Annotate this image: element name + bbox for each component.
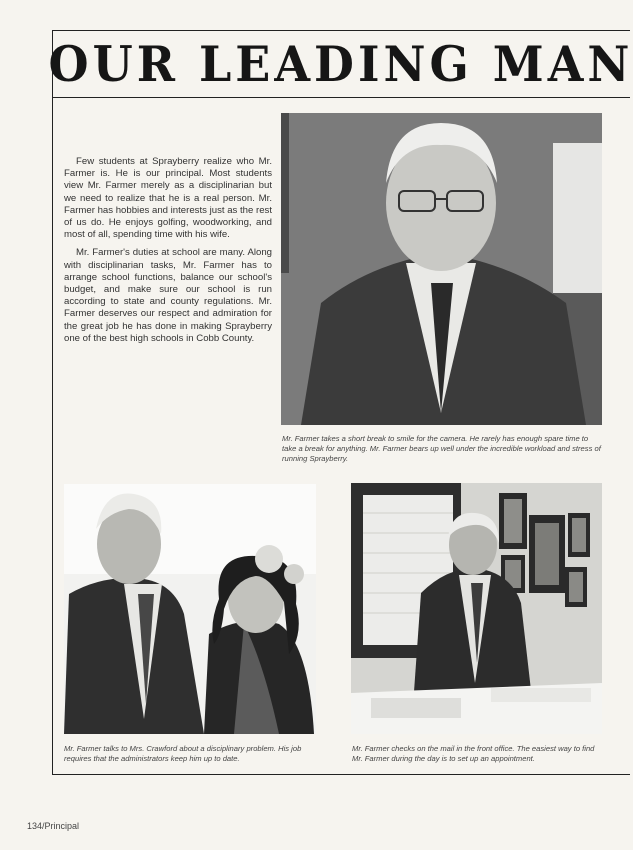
office-mail-photo <box>351 483 602 734</box>
page-title: OUR LEADING MAN <box>48 35 633 93</box>
right-photo-caption: Mr. Farmer checks on the mail in the front office. The easiest way to find Mr. Farmer during the day is to set up an appointment. <box>352 744 595 763</box>
title-bar <box>48 30 633 98</box>
left-photo-caption: Mr. Farmer talks to Mrs. Crawford about a disciplinary problem. His job requires that the administrators keep him up to date. <box>64 744 302 763</box>
article-body <box>64 156 272 351</box>
main-photo-caption: Mr. Farmer takes a short break to smile for the camera. He rarely has enough spare time to take a break for anything. Mr. Farmer bears up well under the incredible workload and stress of running Sprayberry. <box>282 434 601 463</box>
conversation-photo <box>64 484 316 734</box>
article-paragraph: Few students at Sprayberry realize who Mr. Farmer is. He is our principal. Most students view Mr. Farmer merely as a disciplinarian but we need to realize that he is a real person. Mr. Farmer has hobbies and interests just as the rest of us do. He enjoys golfing, woodworking, and most of all, spending time with his wife. <box>64 156 272 241</box>
principal-portrait-photo <box>281 113 602 425</box>
article-paragraph: Mr. Farmer's duties at school are many. Along with disciplinarian tasks, Mr. Farmer has to arrange school functions, balance our school's budget, and make sure our school is run according to state and county regulations. Mr. Farmer deserves our respect and admiration for the great job he has done in making Sprayberry one of the best high schools in Cobb County. <box>64 247 272 344</box>
page-folio: 134/Principal <box>27 821 80 831</box>
